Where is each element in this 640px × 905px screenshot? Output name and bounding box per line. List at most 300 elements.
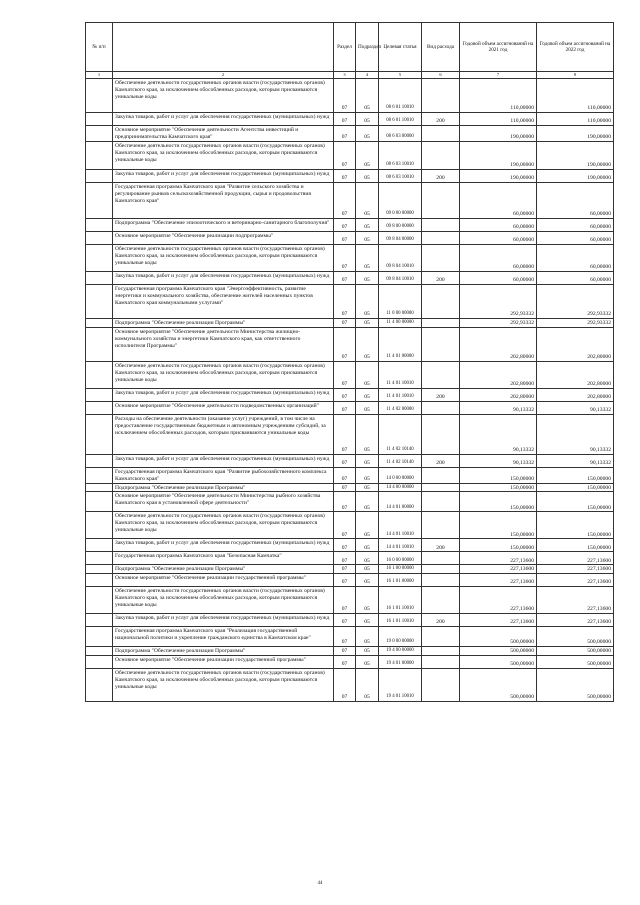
section-cell: 07: [334, 539, 356, 552]
row-number-cell: [86, 483, 113, 492]
subsection-cell: 05: [356, 587, 379, 614]
target-article-cell: 11 0 00 00000: [379, 284, 422, 318]
expense-type-cell: [422, 647, 460, 656]
expense-type-cell: [422, 361, 460, 388]
table-row: [86, 284, 614, 318]
table-row: [86, 401, 614, 414]
table-row: [86, 669, 614, 702]
expense-name-cell: Подпрограмма "Обеспечение реализации Программы": [113, 483, 334, 492]
volume-2021-cell: 500,00000: [460, 627, 537, 647]
header-subsection: Подраздел: [356, 23, 379, 72]
column-number: 5: [379, 72, 422, 79]
budget-allocation-table: [85, 22, 614, 702]
volume-2021-cell: 190,00000: [460, 141, 537, 169]
row-number-cell: [86, 271, 113, 284]
row-number-cell: [86, 565, 113, 574]
row-number-cell: [86, 574, 113, 587]
target-article-cell: 11 4 00 00000: [379, 318, 422, 327]
subsection-cell: 05: [356, 182, 379, 218]
subsection-cell: 05: [356, 126, 379, 142]
subsection-cell: 05: [356, 467, 379, 483]
target-article-cell: 09 8 04 00000: [379, 231, 422, 244]
section-cell: 07: [334, 656, 356, 669]
expense-type-cell: [422, 126, 460, 142]
target-article-cell: 11 4 02 10140: [379, 454, 422, 467]
volume-2022-cell: 60,00000: [537, 231, 614, 244]
expense-name-cell: Закупка товаров, работ и услуг для обеспечения государственных (муниципальных) нужд: [113, 388, 334, 401]
expense-name-cell: Обеспечение деятельности государственных органов власти (государственных органов) Камчатского края, за исключением обособленных расходов, которым присваиваются уникальные коды: [113, 361, 334, 388]
section-cell: 07: [334, 647, 356, 656]
expense-type-cell: [422, 627, 460, 647]
target-article-cell: 19 0 00 00000: [379, 627, 422, 647]
table-row: [86, 361, 614, 388]
table-header-row: [86, 23, 614, 72]
target-article-cell: 11 4 01 10010: [379, 361, 422, 388]
table-row: [86, 79, 614, 113]
volume-2022-cell: 190,00000: [537, 126, 614, 142]
section-cell: 07: [334, 492, 356, 512]
target-article-cell: 09 8 00 00000: [379, 218, 422, 231]
section-cell: 07: [334, 454, 356, 467]
section-cell: 07: [334, 113, 356, 126]
volume-2021-cell: 292,93332: [460, 318, 537, 327]
row-number-cell: [86, 656, 113, 669]
expense-type-cell: [422, 492, 460, 512]
section-cell: 07: [334, 79, 356, 113]
volume-2021-cell: 227,13600: [460, 587, 537, 614]
table-row: [86, 126, 614, 142]
section-cell: 07: [334, 284, 356, 318]
volume-2021-cell: 292,93332: [460, 284, 537, 318]
section-cell: 07: [334, 271, 356, 284]
subsection-cell: 05: [356, 141, 379, 169]
target-article-cell: 11 4 01 00000: [379, 327, 422, 361]
row-number-cell: [86, 467, 113, 483]
table-row: [86, 539, 614, 552]
table-row: [86, 231, 614, 244]
expense-name-cell: Основное мероприятие "Обеспечение реализации государственной программы": [113, 574, 334, 587]
volume-2021-cell: 110,00000: [460, 79, 537, 113]
volume-2022-cell: 60,00000: [537, 271, 614, 284]
section-cell: 07: [334, 141, 356, 169]
volume-2022-cell: 292,93332: [537, 318, 614, 327]
expense-type-cell: 200: [422, 388, 460, 401]
expense-name-cell: Закупка товаров, работ и услуг для обеспечения государственных (муниципальных) нужд: [113, 454, 334, 467]
header-volume-2021: Годовой объем ассигнований на 2021 год: [460, 23, 537, 72]
column-number: 3: [334, 72, 356, 79]
section-cell: 07: [334, 401, 356, 414]
target-article-cell: 08 6 03 00000: [379, 126, 422, 142]
subsection-cell: 05: [356, 627, 379, 647]
section-cell: 07: [334, 126, 356, 142]
row-number-cell: [86, 539, 113, 552]
table-row: [86, 552, 614, 565]
expense-type-cell: [422, 414, 460, 454]
expense-name-cell: Обеспечение деятельности государственных органов власти (государственных органов) Камчатского края, за исключением обособленных расходов, которым присваиваются уникальные коды: [113, 79, 334, 113]
expense-name-cell: Основное мероприятие "Обеспечение реализации подпрограммы": [113, 231, 334, 244]
row-number-cell: [86, 113, 113, 126]
volume-2022-cell: 190,00000: [537, 141, 614, 169]
expense-name-cell: Основное мероприятие "Обеспечение деятельности Министерства рыбного хозяйства Камчатского края в установленной сфере деятельности": [113, 492, 334, 512]
section-cell: 07: [334, 574, 356, 587]
section-cell: 07: [334, 361, 356, 388]
volume-2022-cell: 90,13332: [537, 414, 614, 454]
expense-type-cell: 200: [422, 169, 460, 182]
column-number: 1: [86, 72, 113, 79]
table-row: [86, 318, 614, 327]
volume-2022-cell: 227,13600: [537, 587, 614, 614]
row-number-cell: [86, 231, 113, 244]
volume-2022-cell: 227,13600: [537, 614, 614, 627]
expense-name-cell: Основное мероприятие "Обеспечение деятельности Министерства жилищно-коммунального хозяйства и энергетики Камчатского края, как ответственного исполнителя Программы": [113, 327, 334, 361]
volume-2022-cell: 150,00000: [537, 483, 614, 492]
volume-2021-cell: 202,80000: [460, 388, 537, 401]
expense-type-cell: [422, 401, 460, 414]
row-number-cell: [86, 627, 113, 647]
volume-2021-cell: 150,00000: [460, 492, 537, 512]
subsection-cell: 05: [356, 656, 379, 669]
section-cell: 07: [334, 587, 356, 614]
volume-2022-cell: 202,80000: [537, 361, 614, 388]
header-expense-type: Вид расхода: [422, 23, 460, 72]
expense-name-cell: Государственная программа Камчатского края "Безопасная Камчатка": [113, 552, 334, 565]
table-row: [86, 388, 614, 401]
row-number-cell: [86, 614, 113, 627]
table-row: [86, 141, 614, 169]
row-number-cell: [86, 492, 113, 512]
subsection-cell: 05: [356, 388, 379, 401]
expense-name-cell: Государственная программа Камчатского края "Развитие рыбохозяйственного комплекса Камчатского края": [113, 467, 334, 483]
row-number-cell: [86, 327, 113, 361]
target-article-cell: 09 8 04 10010: [379, 271, 422, 284]
target-article-cell: 19 4 01 00000: [379, 656, 422, 669]
volume-2022-cell: 60,00000: [537, 218, 614, 231]
column-number-row: [86, 72, 614, 79]
volume-2021-cell: 500,00000: [460, 647, 537, 656]
row-number-cell: [86, 361, 113, 388]
expense-type-cell: [422, 483, 460, 492]
expense-type-cell: [422, 587, 460, 614]
expense-name-cell: Закупка товаров, работ и услуг для обеспечения государственных (муниципальных) нужд: [113, 614, 334, 627]
volume-2021-cell: 202,80000: [460, 327, 537, 361]
volume-2021-cell: 227,13600: [460, 565, 537, 574]
volume-2022-cell: 150,00000: [537, 492, 614, 512]
expense-type-cell: [422, 79, 460, 113]
volume-2021-cell: 190,00000: [460, 169, 537, 182]
target-article-cell: 14 4 00 00000: [379, 483, 422, 492]
subsection-cell: 05: [356, 271, 379, 284]
expense-type-cell: 200: [422, 614, 460, 627]
section-cell: 07: [334, 231, 356, 244]
subsection-cell: 05: [356, 231, 379, 244]
volume-2021-cell: 227,13600: [460, 552, 537, 565]
expense-type-cell: [422, 467, 460, 483]
table-row: [86, 627, 614, 647]
section-cell: 07: [334, 627, 356, 647]
table-row: [86, 565, 614, 574]
column-number: 2: [113, 72, 334, 79]
target-article-cell: 19 4 00 00000: [379, 647, 422, 656]
subsection-cell: 05: [356, 483, 379, 492]
volume-2022-cell: 110,00000: [537, 113, 614, 126]
expense-name-cell: Основное мероприятие "Обеспечение деятельности Агентства инвестиций и предпринимательства Камчатского края": [113, 126, 334, 142]
subsection-cell: 05: [356, 361, 379, 388]
subsection-cell: 05: [356, 113, 379, 126]
target-article-cell: 14 0 00 00000: [379, 467, 422, 483]
expense-name-cell: Закупка товаров, работ и услуг для обеспечения государственных (муниципальных) нужд: [113, 539, 334, 552]
expense-type-cell: 200: [422, 454, 460, 467]
row-number-cell: [86, 414, 113, 454]
subsection-cell: 05: [356, 565, 379, 574]
table-row: [86, 169, 614, 182]
section-cell: 07: [334, 327, 356, 361]
expense-name-cell: Подпрограмма "Обеспечение реализации Программы": [113, 647, 334, 656]
subsection-cell: 05: [356, 284, 379, 318]
expense-name-cell: Подпрограмма "Обеспечение реализации Программы": [113, 318, 334, 327]
section-cell: 07: [334, 483, 356, 492]
target-article-cell: 08 6 03 10010: [379, 169, 422, 182]
expense-name-cell: Государственная программа Камчатского края "Реализация государственной национальной политики и укрепление гражданского единства в Камчатском крае": [113, 627, 334, 647]
subsection-cell: 05: [356, 244, 379, 271]
expense-name-cell: Закупка товаров, работ и услуг для обеспечения государственных (муниципальных) нужд: [113, 169, 334, 182]
target-article-cell: 08 6 03 10010: [379, 141, 422, 169]
target-article-cell: 16 1 01 10010: [379, 614, 422, 627]
row-number-cell: [86, 182, 113, 218]
volume-2021-cell: 60,00000: [460, 271, 537, 284]
expense-type-cell: [422, 231, 460, 244]
section-cell: 07: [334, 552, 356, 565]
volume-2021-cell: 150,00000: [460, 539, 537, 552]
subsection-cell: 05: [356, 492, 379, 512]
row-number-cell: [86, 169, 113, 182]
table-row: [86, 454, 614, 467]
expense-name-cell: Обеспечение деятельности государственных органов власти (государственных органов) Камчатского края, за исключением обособленных расходов, которым присваиваются уникальные коды: [113, 141, 334, 169]
expense-name-cell: Подпрограмма "Обеспечение реализации Программы": [113, 565, 334, 574]
expense-type-cell: 200: [422, 113, 460, 126]
subsection-cell: 05: [356, 79, 379, 113]
column-number: 8: [537, 72, 614, 79]
table-row: [86, 327, 614, 361]
row-number-cell: [86, 552, 113, 565]
expense-type-cell: [422, 182, 460, 218]
volume-2021-cell: 60,00000: [460, 231, 537, 244]
target-article-cell: 09 8 04 10010: [379, 244, 422, 271]
expense-type-cell: [422, 656, 460, 669]
section-cell: 07: [334, 414, 356, 454]
volume-2021-cell: 150,00000: [460, 483, 537, 492]
target-article-cell: 16 1 01 10010: [379, 587, 422, 614]
row-number-cell: [86, 284, 113, 318]
subsection-cell: 05: [356, 614, 379, 627]
volume-2022-cell: 110,00000: [537, 79, 614, 113]
expense-name-cell: Обеспечение деятельности государственных органов власти (государственных органов) Камчатского края, за исключением обособленных расходов, которым присваиваются уникальные коды: [113, 669, 334, 702]
header-section: Раздел: [334, 23, 356, 72]
expense-name-cell: Закупка товаров, работ и услуг для обеспечения государственных (муниципальных) нужд: [113, 113, 334, 126]
volume-2022-cell: 500,00000: [537, 656, 614, 669]
volume-2021-cell: 60,00000: [460, 182, 537, 218]
header-name: [113, 23, 334, 72]
volume-2022-cell: 90,13332: [537, 401, 614, 414]
volume-2022-cell: 60,00000: [537, 244, 614, 271]
subsection-cell: 05: [356, 574, 379, 587]
volume-2022-cell: 227,13600: [537, 565, 614, 574]
target-article-cell: 16 1 00 00000: [379, 565, 422, 574]
volume-2022-cell: 227,13600: [537, 574, 614, 587]
volume-2021-cell: 90,13332: [460, 454, 537, 467]
section-cell: 07: [334, 512, 356, 539]
volume-2021-cell: 227,13600: [460, 574, 537, 587]
table-row: [86, 656, 614, 669]
header-target-article: Целевая статья: [379, 23, 422, 72]
table-row: [86, 244, 614, 271]
volume-2021-cell: 150,00000: [460, 467, 537, 483]
volume-2022-cell: 190,00000: [537, 169, 614, 182]
section-cell: 07: [334, 614, 356, 627]
target-article-cell: 19 4 01 10010: [379, 669, 422, 702]
expense-type-cell: 200: [422, 271, 460, 284]
target-article-cell: 11 4 01 10010: [379, 388, 422, 401]
subsection-cell: 05: [356, 401, 379, 414]
volume-2021-cell: 110,00000: [460, 113, 537, 126]
target-article-cell: 16 1 01 00000: [379, 574, 422, 587]
target-article-cell: 14 4 01 10010: [379, 512, 422, 539]
subsection-cell: 05: [356, 669, 379, 702]
expense-type-cell: [422, 512, 460, 539]
expense-name-cell: Подпрограмма "Обеспечение эпизоотического и ветеринарно-санитарного благополучия": [113, 218, 334, 231]
table-row: [86, 218, 614, 231]
volume-2021-cell: 90,13332: [460, 414, 537, 454]
target-article-cell: 08 6 01 10010: [379, 113, 422, 126]
section-cell: 07: [334, 388, 356, 401]
target-article-cell: 14 4 01 10010: [379, 539, 422, 552]
target-article-cell: 16 0 00 00000: [379, 552, 422, 565]
volume-2022-cell: 150,00000: [537, 539, 614, 552]
expense-type-cell: [422, 669, 460, 702]
expense-name-cell: Основное мероприятие "Обеспечение деятельности подведомственных организаций": [113, 401, 334, 414]
volume-2022-cell: 292,93332: [537, 284, 614, 318]
section-cell: 07: [334, 318, 356, 327]
expense-name-cell: Закупка товаров, работ и услуг для обеспечения государственных (муниципальных) нужд: [113, 271, 334, 284]
expense-type-cell: [422, 327, 460, 361]
table-row: [86, 271, 614, 284]
section-cell: 07: [334, 669, 356, 702]
row-number-cell: [86, 401, 113, 414]
volume-2021-cell: 227,13600: [460, 614, 537, 627]
row-number-cell: [86, 244, 113, 271]
table-row: [86, 614, 614, 627]
expense-type-cell: [422, 565, 460, 574]
expense-name-cell: Государственная программа Камчатского края "Развитие сельского хозяйства и регулирование рынков сельскохозяйственной продукции, сырья и продовольствия Камчатского края": [113, 182, 334, 218]
volume-2022-cell: 500,00000: [537, 627, 614, 647]
subsection-cell: 05: [356, 218, 379, 231]
row-number-cell: [86, 318, 113, 327]
subsection-cell: 05: [356, 512, 379, 539]
subsection-cell: 05: [356, 414, 379, 454]
volume-2021-cell: 500,00000: [460, 656, 537, 669]
table-row: [86, 483, 614, 492]
table-row: [86, 113, 614, 126]
expense-name-cell: Обеспечение деятельности государственных органов власти (государственных органов) Камчатского края, за исключением обособленных расходов, которым присваиваются уникальные коды: [113, 512, 334, 539]
row-number-cell: [86, 388, 113, 401]
expense-type-cell: [422, 141, 460, 169]
table-row: [86, 512, 614, 539]
table-row: [86, 414, 614, 454]
volume-2022-cell: 500,00000: [537, 669, 614, 702]
expense-name-cell: Государственная программа Камчатского края "Энергоэффективность, развитие энергетики и коммунального хозяйства, обеспечение жителей населенных пунктов Камчатского края коммунальными услугами": [113, 284, 334, 318]
volume-2021-cell: 60,00000: [460, 244, 537, 271]
section-cell: 07: [334, 218, 356, 231]
target-article-cell: 11 4 02 00000: [379, 401, 422, 414]
row-number-cell: [86, 218, 113, 231]
expense-name-cell: Основное мероприятие "Обеспечение реализации государственной программы": [113, 656, 334, 669]
expense-name-cell: Обеспечение деятельности государственных органов власти (государственных органов) Камчатского края, за исключением обособленных расходов, которым присваиваются уникальные коды: [113, 244, 334, 271]
expense-type-cell: [422, 318, 460, 327]
subsection-cell: 05: [356, 327, 379, 361]
section-cell: 07: [334, 244, 356, 271]
row-number-cell: [86, 126, 113, 142]
expense-type-cell: 200: [422, 539, 460, 552]
volume-2022-cell: 227,13600: [537, 552, 614, 565]
volume-2021-cell: 60,00000: [460, 218, 537, 231]
volume-2021-cell: 150,00000: [460, 512, 537, 539]
volume-2021-cell: 500,00000: [460, 669, 537, 702]
subsection-cell: 05: [356, 539, 379, 552]
volume-2022-cell: 202,80000: [537, 327, 614, 361]
volume-2022-cell: 60,00000: [537, 182, 614, 218]
expense-type-cell: [422, 284, 460, 318]
row-number-cell: [86, 647, 113, 656]
table-row: [86, 647, 614, 656]
row-number-cell: [86, 512, 113, 539]
section-cell: 07: [334, 182, 356, 218]
page-number: 44: [317, 881, 323, 886]
expense-name-cell: Обеспечение деятельности государственных органов власти (государственных органов) Камчатского края, за исключением обособленных расходов, которым присваиваются уникальные коды: [113, 587, 334, 614]
volume-2022-cell: 150,00000: [537, 467, 614, 483]
section-cell: 07: [334, 565, 356, 574]
row-number-cell: [86, 587, 113, 614]
row-number-cell: [86, 454, 113, 467]
table-row: [86, 492, 614, 512]
expense-type-cell: [422, 574, 460, 587]
row-number-cell: [86, 79, 113, 113]
section-cell: 07: [334, 467, 356, 483]
subsection-cell: 05: [356, 552, 379, 565]
volume-2022-cell: 90,13332: [537, 454, 614, 467]
subsection-cell: 05: [356, 169, 379, 182]
target-article-cell: 14 4 01 00000: [379, 492, 422, 512]
expense-name-cell: Расходы на обеспечение деятельности (оказание услуг) учреждений, в том числе на предоставление государственным бюджетным и автономным учреждениям субсидий, за исключением обособленных расходов, которым присваиваются уникальные коды: [113, 414, 334, 454]
volume-2022-cell: 150,00000: [537, 512, 614, 539]
column-number: 4: [356, 72, 379, 79]
target-article-cell: 08 6 01 10010: [379, 79, 422, 113]
table-row: [86, 182, 614, 218]
header-number: № п/п: [86, 23, 113, 72]
subsection-cell: 05: [356, 647, 379, 656]
volume-2021-cell: 90,13332: [460, 401, 537, 414]
budget-table-sheet: [85, 22, 613, 702]
row-number-cell: [86, 669, 113, 702]
volume-2022-cell: 500,00000: [537, 647, 614, 656]
subsection-cell: 05: [356, 318, 379, 327]
row-number-cell: [86, 141, 113, 169]
table-row: [86, 467, 614, 483]
volume-2022-cell: 202,80000: [537, 388, 614, 401]
expense-type-cell: [422, 244, 460, 271]
volume-2021-cell: 190,00000: [460, 126, 537, 142]
volume-2021-cell: 202,80000: [460, 361, 537, 388]
target-article-cell: 09 0 00 00000: [379, 182, 422, 218]
subsection-cell: 05: [356, 454, 379, 467]
